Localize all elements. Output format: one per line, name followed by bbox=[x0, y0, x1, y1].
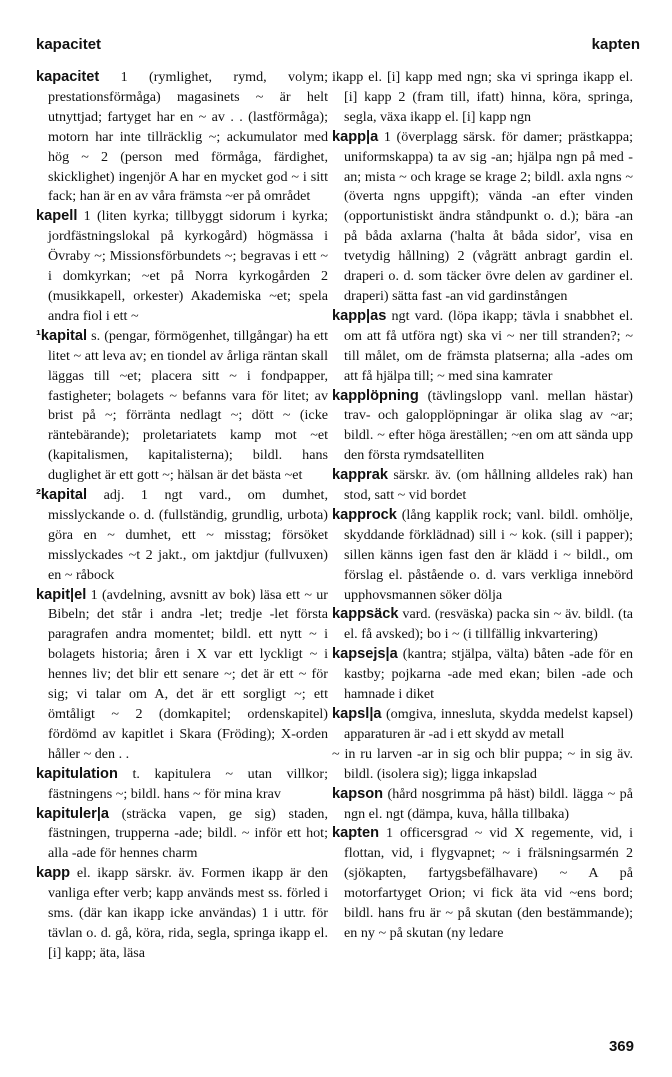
dictionary-entry bbox=[332, 705, 633, 745]
definition: (hård nosgrimma på häst) bildl. lägga ~ på ngn el. ngt (dämpa, kuva, hålla tillbaka) bbox=[344, 785, 633, 822]
definition: s. (pengar, förmögenhet, tillgångar) ha ett litet ~ att leva av; en tiondel av årliga räntan skall läggas till ~et; placera sitt ~ i fondpapper, fastigheter; bolagets ~ befanns vara för litet; av brist på ~; förränta nedlagt ~; dött ~ (icke räntebärande); proletariatets kamp mot ~et (kapitalismen, kapitalisterna); bildl. hans duglighet är ett gott ~; hälsan är det bästa ~et bbox=[48, 327, 328, 484]
definition: t. kapitulera ~ utan villkor; fästningens ~; bildl. hans ~ för mina krav bbox=[48, 765, 328, 802]
dictionary-entry bbox=[332, 128, 633, 307]
headword: kapson bbox=[332, 785, 384, 802]
definition: ~ in ru larven -ar in sig och blir puppa; ~ in sig äv. bildl. (isolera sig); ligga inkapslad bbox=[332, 745, 633, 782]
headword: kapp|as bbox=[332, 307, 387, 324]
definition: 1 officersgrad ~ vid X regemente, vid, i flottan, vid, i flygvapnet; ~ i frälsningsarmén 2 (sjökapten, fartygsbefälhavare) ~ A på motorfartyget Orion; vi fick äta vid ~ens bord; bildl. hans fru är ~ på skutan (den bestämmande); en ny ~ på skutan (ny ledare bbox=[344, 825, 633, 941]
dictionary-entry bbox=[332, 307, 633, 387]
definition: (omgiva, innesluta, skydda medelst kapsel) apparaturen är -ad i ett skydd av metall bbox=[344, 706, 633, 742]
headword: kapit|el bbox=[36, 586, 87, 603]
dictionary-entry bbox=[332, 605, 633, 645]
dictionary-entry bbox=[332, 745, 633, 785]
definition: (tävlingslopp vanl. mellan hästar) trav- och galopplöpningar är olika slag av ~ar; bildl. ~ efter höga äreställen; ~en om att sända upp den första rymdsatelliten bbox=[344, 387, 633, 464]
dictionary-entry bbox=[332, 824, 633, 943]
headword: ²kapital bbox=[36, 487, 88, 504]
headword: kapitulation bbox=[36, 765, 118, 782]
definition: vard. (resväska) packa sin ~ äv. bildl. (ta el. få avsked); bo i ~ (i tillfällig inkvartering) bbox=[344, 606, 633, 643]
headword: kapsl|a bbox=[332, 706, 382, 722]
running-head-left: kapacitet bbox=[36, 36, 102, 53]
definition: (sträcka vapen, ge sig) staden, fästningen, trupperna -ade; bildl. ~ inför ett hot; alla -ade för hennes charm bbox=[48, 805, 328, 862]
dictionary-entry bbox=[36, 765, 328, 805]
dictionary-entry bbox=[36, 207, 328, 326]
headword: kapprak bbox=[332, 467, 388, 484]
dictionary-entry bbox=[36, 805, 328, 865]
definition: (kantra; stjälpa, välta) båten -ade för en kastby; pojkarna -ade med ekan; bilen -ade och hamnade i diket bbox=[344, 646, 633, 703]
definition: ikapp el. [i] kapp med ngn; ska vi springa ikapp el. [i] kapp 2 (fram till, ifatt) hinna, köra, springa, segla, växa ikapp el. [i] kapp ngn bbox=[332, 69, 633, 125]
headword: kapp|a bbox=[332, 128, 379, 145]
definition: ngt vard. (löpa ikapp; tävla i snabbhet el. om att få utföra ngt) ska vi ~ ner till stranden?; ~ till målet, om de främsta platserna; alla -ades om att få hjälpa till; ~ med sina kamrater bbox=[344, 307, 633, 384]
definition: särskr. äv. (om hållning alldeles rak) han stod, satt ~ vid bordet bbox=[344, 467, 633, 504]
headword: kapplöpning bbox=[332, 387, 419, 404]
definition: 1 (liten kyrka; tillbyggt sidorum i kyrka; jordfästningslokal på kyrkogård) högmässa i Övraby ~; Missionsförbundets ~; begravas i ett ~ i domkyrkan; ~et på Norra kyrkogården 2 (musikkapell, orkester) Akademiska ~et; spela andra fiol i ett ~ bbox=[48, 208, 328, 324]
definition: adj. 1 ngt vard., om dumhet, misslyckande o. d. (fullständig, grundlig, urbota) göra en ~ dumhet, ett ~ misstag; försöket misslyckades ~t 2 jakt., om jaktdjur (fullvuxen) en ~ råbock bbox=[48, 487, 328, 583]
dictionary-entry bbox=[332, 645, 633, 705]
headword: ¹kapital bbox=[36, 327, 88, 344]
right-column bbox=[332, 68, 633, 944]
headword: kapp bbox=[36, 865, 71, 882]
definition: 1 (rymlighet, rymd, volym; prestationsförmåga) magasinets ~ är helt utnyttjad; fartyget har en ~ av . . (lastförmåga); motorn har inte tillräcklig ~; ackumulator med hög ~ 2 (person med förmåga, färdighet, skicklighet) ingenjör A har en mycket god ~ i sitt fack; han är en av våra främsta ~er på området bbox=[48, 69, 328, 205]
dictionary-entry bbox=[332, 785, 633, 825]
headword: kapell bbox=[36, 208, 78, 225]
headword: kapituler|a bbox=[36, 805, 110, 822]
dictionary-entry bbox=[36, 327, 328, 486]
dictionary-entry bbox=[332, 466, 633, 506]
definition: el. ikapp särskr. äv. Formen ikapp är den vanliga efter verb; kapp används mest ss. förled i sms. (där kan ikapp icke användas) 1 i uttr. för tävlan o. d. gå, köra, rida, segla, springa ikapp el. [i] kapp; äta, läsa bbox=[48, 865, 328, 961]
definition: 1 (avdelning, avsnitt av bok) läsa ett ~ ur Bibeln; det står i andra -let; tredje -let första paragrafen andra momentet; bildl. ett nytt ~ i bolagets historia; åren i X var ett lyckligt ~ i hennes liv; det blir ett senare ~; det är ett ~ för sig; vi talar om A, det är ett sorgligt ~; ett ömtåligt ~ 2 (domkapitel; ordenskapitel) fördömd av kapitlet i Skara (Fröding); X-orden håller ~ den . . bbox=[48, 586, 328, 762]
headword: kapten bbox=[332, 825, 380, 842]
definition: 1 (överplagg särsk. för damer; prästkappa; uniformskappa) ta av sig -an; hjälpa ngn på med -an; mista ~ och krage se krage 2; bildl. axla ngns ~ (överta ngns uppgift); vända -an efter vinden (opportunistiskt ändra ståndpunkt o. d.); bära -an på båda axlarna ('halta åt båda sidor', visa en tvetydig hållning) 2 (vågrätt anbragt gardin el. draperi o. d. som täcker övre delen av gardiner el. draperi) sätta fast -an vid gardinstången bbox=[344, 128, 633, 304]
dictionary-entry bbox=[36, 586, 328, 765]
dictionary-entry bbox=[36, 68, 328, 207]
dictionary-entry bbox=[36, 486, 328, 586]
left-column bbox=[36, 68, 328, 964]
page-number: 369 bbox=[608, 1038, 634, 1055]
headword: kapacitet bbox=[36, 69, 100, 85]
dictionary-entry bbox=[36, 864, 328, 964]
dictionary-entry bbox=[332, 387, 633, 467]
dictionary-entry bbox=[332, 68, 633, 128]
dictionary-entry bbox=[332, 506, 633, 606]
headword: kapprock bbox=[332, 506, 397, 523]
headword: kapsejs|a bbox=[332, 646, 398, 663]
running-head-right: kapten bbox=[591, 36, 640, 53]
definition: (lång kapplik rock; vanl. bildl. omhölje, skyddande förklädnad) sill i ~ kok. (sill i papper); sillen känns igen fast den är klädd i ~ bildl., om förslag el. påstående o. d. vars verkliga innebörd upphovsmannen söker dölja bbox=[344, 506, 633, 603]
headword: kappsäck bbox=[332, 606, 399, 623]
